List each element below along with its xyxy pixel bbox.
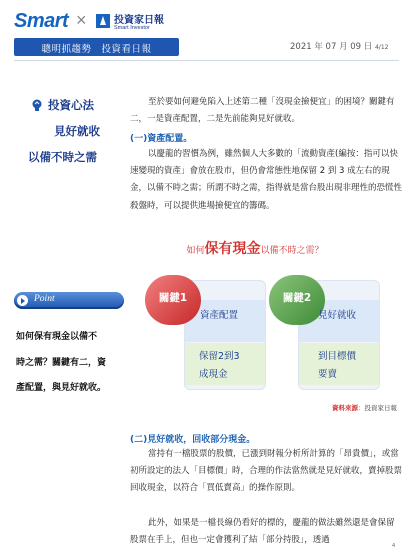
- column-title-line1: 投資心法: [48, 98, 94, 112]
- smart-investor-logo-icon: [96, 14, 110, 28]
- key1-top-text: 資產配置: [200, 310, 239, 321]
- publication-name: 投資家日報: [114, 15, 164, 26]
- slogan-text: 聰明抓趨勢 投資看日報: [41, 44, 152, 55]
- key1-label: 關鍵1: [158, 292, 188, 304]
- source-value: ：投資家日報: [358, 404, 397, 412]
- point-text-line2: 時之需？關鍵有二，資: [16, 358, 107, 368]
- source-label: 資料來源: [332, 404, 358, 412]
- light-bulb-icon: [30, 98, 44, 112]
- logo-separator: ×: [76, 10, 87, 30]
- point-text-line1: 如何保有現金以備不: [16, 332, 98, 342]
- page-fraction: 4/12: [374, 44, 389, 51]
- column-title-line2: 見好就收: [54, 124, 100, 138]
- diagram-title-emphasis: 保有現金: [204, 241, 261, 257]
- diagram-source: [332, 403, 397, 412]
- diagram-title: [150, 238, 360, 258]
- key1-bottom-text-line2: 成現金: [199, 369, 228, 380]
- page-number: 4: [392, 543, 396, 549]
- key1-bottom-text-line1: 保留2到3: [199, 351, 240, 362]
- diagram-title-prefix: 如何: [186, 246, 205, 256]
- key2-bottom-text-line1: 到目標價: [318, 351, 357, 362]
- key2-label: 關鍵2: [282, 292, 312, 304]
- long-term-paragraph: 此外，如果是一檔長線仍看好的標的，慶龍的做法雖然還是會保留股票在手上，但也一定會獲利了結「部分持股」，透過: [130, 518, 395, 546]
- column-title-line3: 以備不時之需: [28, 150, 97, 164]
- point-banner: [14, 292, 124, 309]
- section-heading-asset-allocation: (一)資產配置。: [130, 134, 193, 144]
- publication-english-name: Smart Investor: [114, 25, 150, 31]
- point-text-line3: 產配置，與見好就收。: [16, 383, 107, 393]
- header-divider: [14, 60, 399, 61]
- diagram-title-suffix: 以備不時之需？: [260, 246, 324, 256]
- arrow-right-icon: [19, 297, 27, 305]
- asset-allocation-paragraph: 以慶龍的習慣為例，雖然個人大多數的「流動資產(編按：指可以快速變現的資產」會放在股市，但仍會常態性地保留 2 到 3 成左右的現金，以備不時之需；所謂不時之需，指得就是當台股出現非理性的恐慌性殺盤時，可以提供進場撿便宜的籌碼。: [130, 149, 403, 211]
- point-label: Point: [34, 294, 55, 304]
- issue-date-text: 2021 年 07 月 09 日: [290, 42, 373, 52]
- key2-top-text: 見好就收: [318, 310, 357, 321]
- key2-bottom-text-line2: 要賣: [318, 369, 338, 380]
- section-heading-take-profit: (二)見好就收，回收部分現金。: [130, 435, 256, 445]
- issue-date: [290, 40, 388, 52]
- smart-logo-text: Smart: [14, 10, 69, 32]
- take-profit-paragraph: 當持有一檔股票的股價，已漲到財報分析所計算的「昂貴價」，或當初所設定的法人「目標價」時，合理的作法當然就是見好就收，賣掉股票回收現金，以符合「買低賣高」的操作原則。: [130, 449, 403, 494]
- intro-paragraph: 至於要如何避免陷入上述第二種「沒現金撿便宜」的困境？關鍵有二，一是資產配置，二是先前能夠見好就收。: [130, 97, 395, 125]
